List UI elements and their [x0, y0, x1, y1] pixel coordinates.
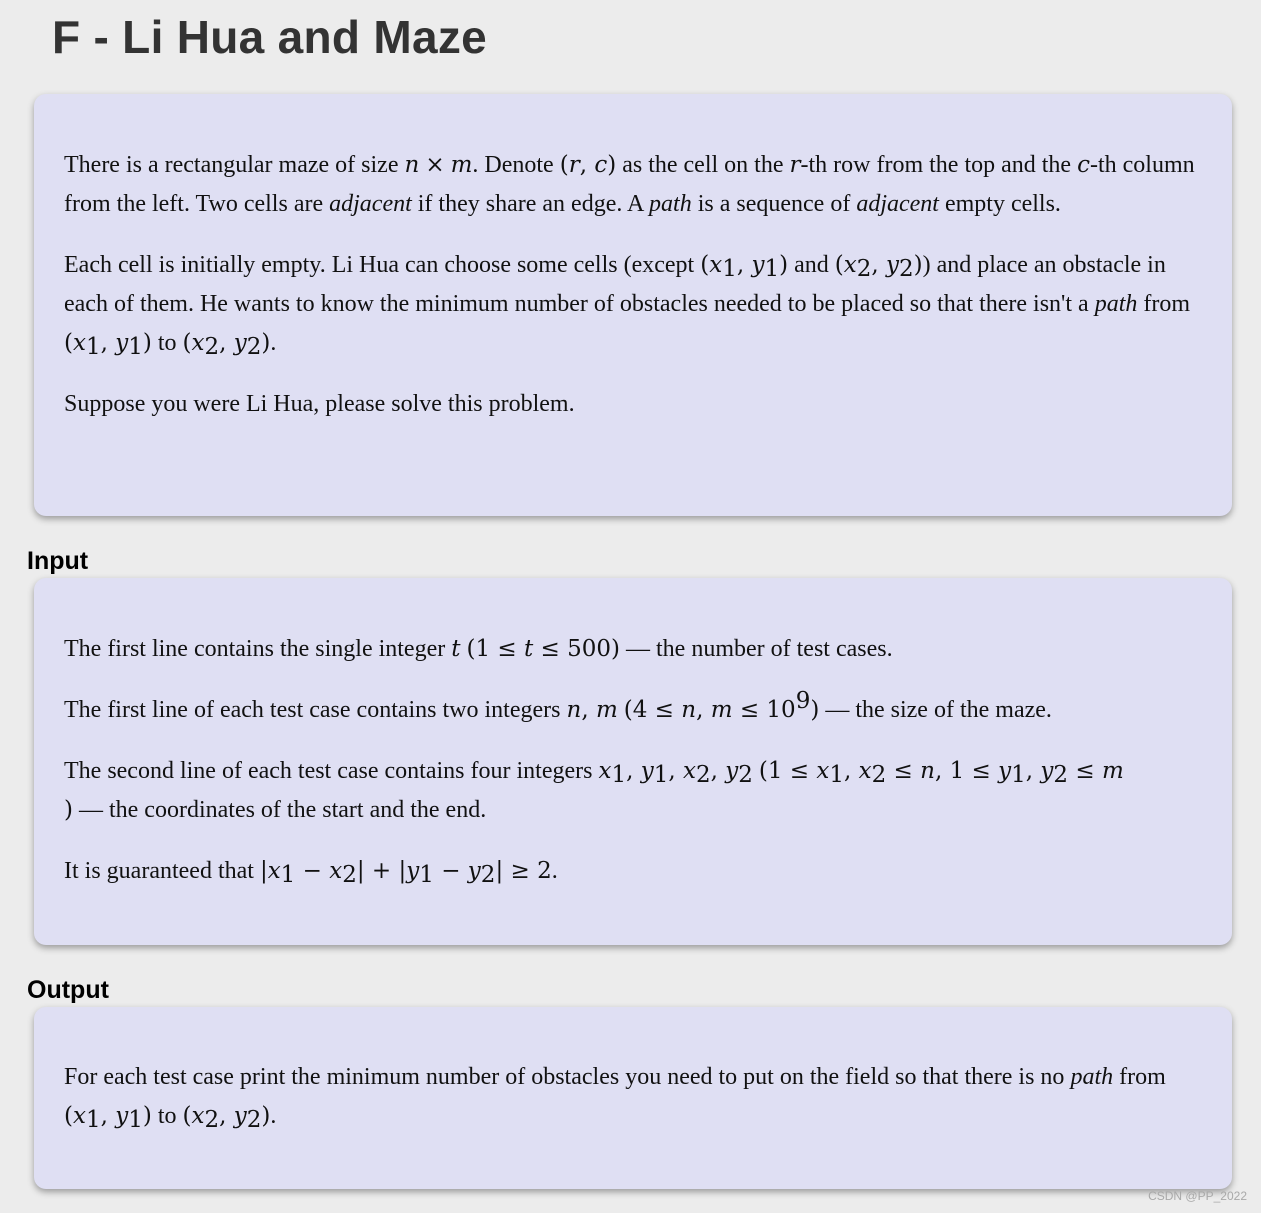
output-heading: Output [27, 976, 109, 1004]
statement-card [34, 94, 1232, 516]
statement-paragraph-3: Suppose you were Li Hua, please solve this problem. [64, 391, 575, 417]
statement-paragraph-2: Each cell is initially empty. Li Hua can choose some cells (except ($x_1$, $y_1$) and ($x_2$, $y_2$)) and place an obstacle in each of them. He wants to know the minimum number of obstacles needed to be placed so that there isn't a path from ($x_1$, $y_1$) to ($x_2$, $y_2$). [64, 252, 1191, 360]
page-title: F - Li Hua and Maze [52, 11, 488, 63]
input-heading: Input [27, 547, 89, 575]
input-paragraph-1: The first line contains the single integer t (1 ≤ t ≤ 500) — the number of test cases. [64, 636, 893, 662]
statement-paragraph-1: There is a rectangular maze of size n × m. Denote (r, c) as the cell on the r-th row from the top and the c-th column from the left. Two cells are adjacent if they share an edge. A path is a sequence of adjacent empty cells. [64, 152, 1195, 217]
input-paragraph-3: The second line of each test case contains four integers $x_1$, $y_1$, $x_2$, $y_2$ ($1 \le x_1$, $x_2 \le n$, $1 \le y_1$, $y_2 \le m$ ) — the coordinates of the start and the end. [64, 758, 1124, 823]
watermark-footer: CSDN @PP_2022 [1148, 1189, 1247, 1203]
output-card [34, 1007, 1232, 1189]
input-card [34, 578, 1232, 945]
input-paragraph-2: The first line of each test case contains two integers n, m (4 ≤ n, $m \le 10^9$) — the size of the maze. [64, 688, 1052, 723]
input-paragraph-4: It is guaranteed that $|x_1 - x_2| + |y_1 - y_2| \ge 2$. [64, 858, 558, 888]
output-paragraph-1: For each test case print the minimum number of obstacles you need to put on the field so that there is no path from ($x_1$, $y_1$) to ($x_2$, $y_2$). [64, 1064, 1166, 1133]
